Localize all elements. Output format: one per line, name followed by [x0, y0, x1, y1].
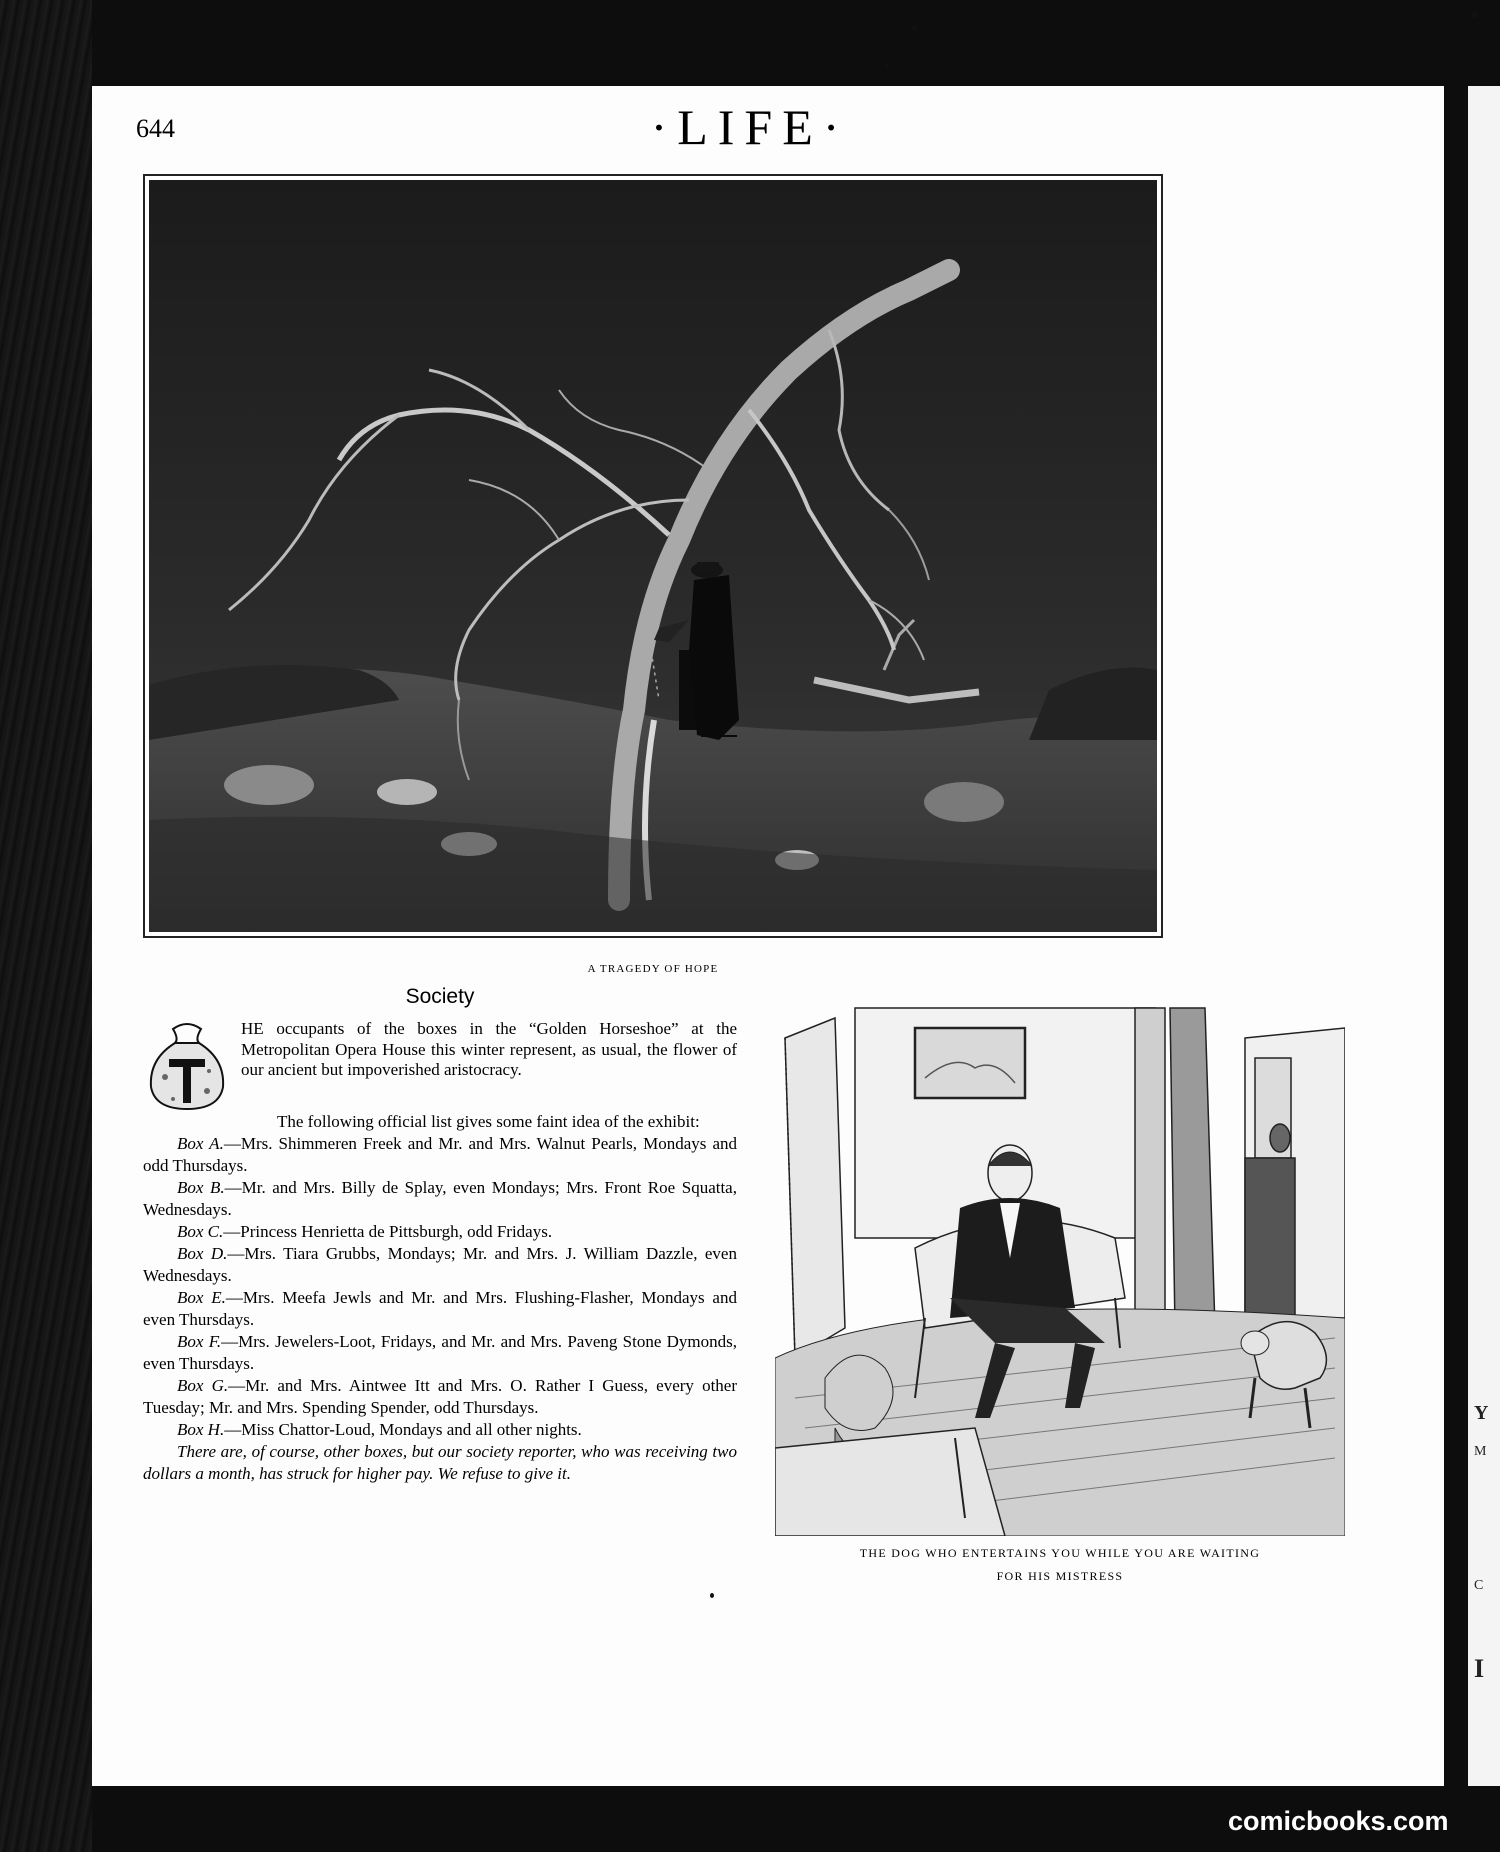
caption-line: THE DOG WHO ENTERTAINS YOU WHILE YOU ARE WAITING [859, 1546, 1261, 1560]
scan-background-left [0, 0, 92, 1852]
watermark-text: comicbooks.com [1228, 1806, 1449, 1836]
illustration-caption: A TRAGEDY OF HOPE [587, 963, 719, 975]
box-label: Box F. [177, 1332, 222, 1351]
caption-line: FOR HIS MISTRESS [996, 1569, 1124, 1583]
scan-speck [1472, 12, 1477, 18]
box-label: Box A. [177, 1134, 224, 1153]
box-entry-c [143, 1221, 737, 1243]
box-entry-g [143, 1375, 737, 1419]
box-text: —Mrs. Shimmeren Freek and Mr. and Mrs. Walnut Pearls, Mondays and odd Thursdays. [143, 1134, 737, 1175]
article-lead: HE occupants of the boxes in the “Golden Horseshoe” at the Metropolitan Opera House this winter represent, as usual, the flower of our ancient but impoverished aristocracy. [241, 1019, 737, 1079]
box-text: —Mrs. Jewelers-Loot, Fridays, and Mr. and Mrs. Paveng Stone Dymonds, even Thursdays. [143, 1332, 737, 1373]
adjacent-page-edge [1465, 86, 1500, 1786]
page-number: 644 [136, 114, 175, 143]
box-label: Box E. [177, 1288, 226, 1307]
dog-parlor-illustration [775, 998, 1345, 1536]
article-closing-note: There are, of course, other boxes, but our society reporter, who was receiving two dollars a month, has struck for higher pay. We refuse to give it. [143, 1442, 737, 1483]
masthead-title: ·LIFE· [650, 99, 850, 155]
box-entry-f [143, 1331, 737, 1375]
drop-cap-moneybag-icon [143, 1019, 231, 1111]
society-article [143, 985, 737, 1485]
adjacent-page-fragment: Y [1474, 1402, 1489, 1424]
box-text: —Miss Chattor-Loud, Mondays and all other nights. [224, 1420, 582, 1439]
tree-landscape-drawing [149, 180, 1157, 932]
box-text: —Mrs. Tiara Grubbs, Mondays; Mr. and Mrs. J. William Dazzle, even Wednesdays. [143, 1244, 737, 1285]
box-text: —Princess Henrietta de Pittsburgh, odd Fridays. [223, 1222, 553, 1241]
box-entry-a [143, 1133, 737, 1177]
box-text: —Mr. and Mrs. Billy de Splay, even Mondays; Mrs. Front Roe Squatta, Wednesdays. [143, 1178, 737, 1219]
box-label: Box D. [177, 1244, 228, 1263]
box-text: —Mrs. Meefa Jewls and Mr. and Mrs. Flushing-Flasher, Mondays and even Thursdays. [143, 1288, 737, 1329]
article-intro: The following official list gives some faint idea of the exhibit: [277, 1112, 700, 1131]
box-label: Box H. [177, 1420, 225, 1439]
drop-cap-letter: T [187, 1100, 188, 1101]
box-text: —Mr. and Mrs. Aintwee Itt and Mrs. O. Rather I Guess, every other Tuesday; Mr. and Mrs. Spending Spender, odd Thursdays. [143, 1376, 737, 1417]
tragedy-of-hope-illustration [143, 174, 1163, 938]
box-label: Box B. [177, 1178, 225, 1197]
box-entry-d [143, 1243, 737, 1287]
box-entry-e [143, 1287, 737, 1331]
box-label: Box C. [177, 1222, 224, 1241]
box-entry-h [143, 1419, 737, 1441]
scan-speck [710, 1593, 714, 1598]
box-label: Box G. [177, 1376, 229, 1395]
scan-speck [912, 26, 917, 31]
box-entry-b [143, 1177, 737, 1221]
parlor-drawing [775, 998, 1345, 1536]
dog-illustration-caption [770, 1542, 1350, 1588]
article-title: Society [405, 985, 475, 1008]
scan-speck [885, 63, 889, 67]
adjacent-page-fragment: C [1474, 1578, 1484, 1593]
adjacent-page-fragment: M [1474, 1444, 1487, 1459]
adjacent-page-fragment: I [1474, 1654, 1485, 1683]
